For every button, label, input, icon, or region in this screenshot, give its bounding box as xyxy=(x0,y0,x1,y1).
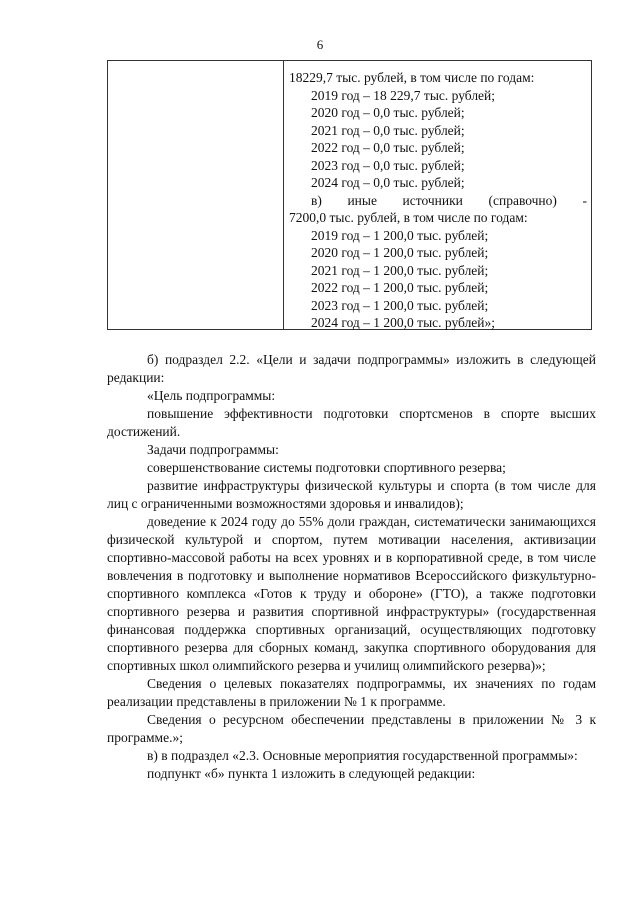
document-body xyxy=(107,351,596,783)
table-cell-line: 2021 год – 1 200,0 тыс. рублей; xyxy=(311,262,489,278)
word: в) xyxy=(311,192,322,208)
table-cell-line: 2024 год – 1 200,0 тыс. рублей»; xyxy=(311,315,496,330)
paragraph: совершенствование системы подготовки спортивного резерва; xyxy=(147,460,506,475)
paragraph: б) подраздел 2.2. «Цели и задачи подпрограммы» изложить в следующей редакции: xyxy=(107,352,596,385)
table-cell-line: 2022 год – 0,0 тыс. рублей; xyxy=(311,140,465,155)
paragraph: Сведения о ресурсном обеспечении представлены в приложении № 3 к программе.»; xyxy=(107,712,596,745)
table-cell-line: 2023 год – 1 200,0 тыс. рублей; xyxy=(311,297,489,313)
table-cell-line: 2022 год – 1 200,0 тыс. рублей; xyxy=(311,280,489,295)
word: иные xyxy=(347,192,377,208)
page-number: 6 xyxy=(316,37,324,52)
paragraph: «Цель подпрограммы: xyxy=(147,388,276,403)
paragraph: Сведения о целевых показателях подпрограммы, их значениях по годам реализации представлены в приложении № 1 к программе. xyxy=(107,676,596,709)
paragraph: подпункт «б» пункта 1 изложить в следующей редакции: xyxy=(147,766,476,781)
table-cell-line: 18229,7 тыс. рублей, в том числе по годам: xyxy=(289,70,535,85)
table-cell-line: 2019 год – 18 229,7 тыс. рублей; xyxy=(311,87,496,103)
resource-table xyxy=(107,60,592,330)
table-cell-line: 2019 год – 1 200,0 тыс. рублей; xyxy=(311,227,489,243)
paragraph: развитие инфраструктуры физической культуры и спорта (в том числе для лиц с ограниченными возможностями здоровья и инвалидов); xyxy=(107,478,596,511)
table-cell-line xyxy=(289,192,587,210)
word: источники xyxy=(402,192,463,208)
table-cell-line: 2021 год – 0,0 тыс. рублей; xyxy=(311,122,465,138)
table-cell-line: 2024 год – 0,0 тыс. рублей; xyxy=(311,175,465,190)
table-cell-funding xyxy=(289,69,587,332)
table-column-divider xyxy=(283,61,284,329)
word: (справочно) xyxy=(488,192,557,208)
table-cell-line: 2020 год – 1 200,0 тыс. рублей; xyxy=(311,245,489,260)
table-cell-line: 2020 год – 0,0 тыс. рублей; xyxy=(311,105,465,120)
paragraph: доведение к 2024 году до 55% доли граждан, систематически занимающихся физической культурой и спортом, путем мотивации населения, активизации спортивно-массовой работы на всех уровнях и в корпоративной среде, в том числе вовлечения в подготовку и выполнение нормативов Всероссийского физкультурно-спортивного комплекса «Готов к труду и обороне» (ГТО), а также подготовки спортивного резерва и развития спортивной инфраструктуры» (государственная финансовая поддержка спортивных организаций, осуществляющих подготовку спортивного резерва для сборных команд, закупка спортивного оборудования для спортивных школ олимпийского резерва и училищ олимпийского резерва)»; xyxy=(107,514,596,673)
table-cell-line: 7200,0 тыс. рублей, в том числе по годам: xyxy=(289,210,528,225)
paragraph: в) в подраздел «2.3. Основные мероприятия государственной программы»: xyxy=(147,748,578,763)
table-cell-line: 2023 год – 0,0 тыс. рублей; xyxy=(311,157,465,173)
word: - xyxy=(582,192,587,208)
paragraph: повышение эффективности подготовки спортсменов в спорте высших достижений. xyxy=(107,406,596,439)
paragraph: Задачи подпрограммы: xyxy=(147,442,279,457)
